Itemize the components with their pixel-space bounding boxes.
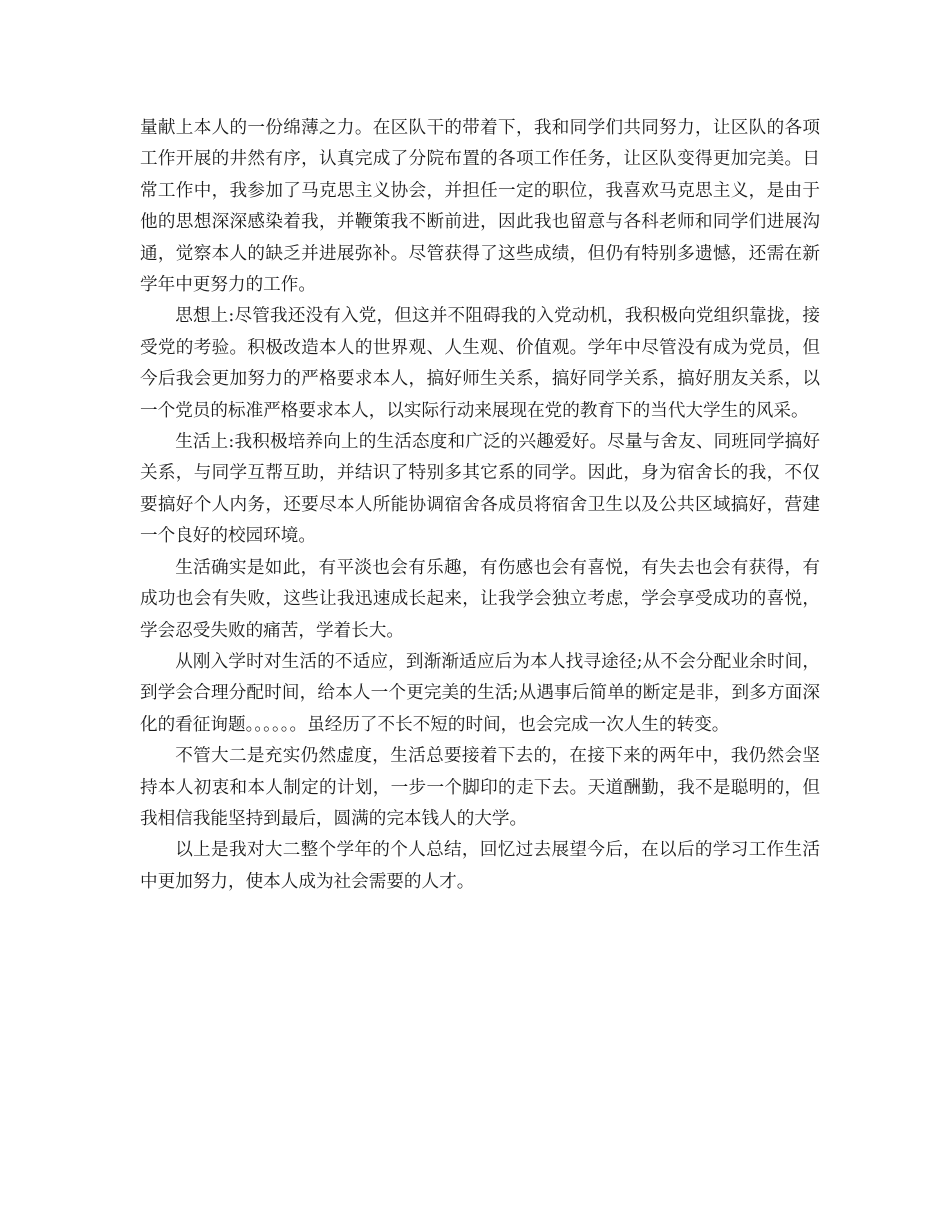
paragraph-adaptation: 从刚入学时对生活的不适应，到渐渐适应后为本人找寻途径;从不会分配业余时间，到学会合理分配时间，给本人一个更完美的生活;从遇事后简单的断定是非，到多方面深化的看征询题。。。。。。虽经历了不长不短的时间，也会完成一次人生的转变。 xyxy=(140,651,820,735)
document-body xyxy=(140,113,820,898)
paragraph-conclusion: 以上是我对大二整个学年的个人总结，回忆过去展望今后，在以后的学习工作生活中更加努力，使本人成为社会需要的人才。 xyxy=(140,840,820,892)
paragraph-life: 生活上:我积极培养向上的生活态度和广泛的兴趣爱好。尽量与舍友、同班同学搞好关系，与同学互帮互助，并结识了特别多其它系的同学。因此，身为宿舍长的我，不仅要搞好个人内务，还要尽本人所能协调宿舍各成员将宿舍卫生以及公共区域搞好，营建一个良好的校园环境。 xyxy=(140,432,820,547)
paragraph-continuation: 量献上本人的一份绵薄之力。在区队干的带着下，我和同学们共同努力，让区队的各项工作开展的井然有序，认真完成了分院布置的各项工作任务，让区队变得更加完美。日常工作中，我参加了马克思主义协会，并担任一定的职位，我喜欢马克思主义，是由于他的思想深深感染着我，并鞭策我不断前进，因此我也留意与各科老师和同学们进展沟通，觉察本人的缺乏并进展弥补。尽管获得了这些成绩，但仍有特别多遗憾，还需在新学年中更努力的工作。 xyxy=(140,118,820,296)
paragraph-plan: 不管大二是充实仍然虚度，生活总要接着下去的，在接下来的两年中，我仍然会坚持本人初衷和本人制定的计划，一步一个脚印的走下去。天道酬勤，我不是聪明的，但我相信我能坚持到最后，圆满的完本钱人的大学。 xyxy=(140,746,820,829)
paragraph-life-reflection: 生活确实是如此，有平淡也会有乐趣，有伤感也会有喜悦，有失去也会有获得，有成功也会有失败，这些让我迅速成长起来，让我学会独立考虑，学会享受成功的喜悦，学会忍受失败的痛苦，学着长大。 xyxy=(140,557,820,641)
paragraph-thought: 思想上:尽管我还没有入党，但这并不阻碍我的入党动机，我积极向党组织靠拢，接受党的考验。积极改造本人的世界观、人生观、价值观。学年中尽管没有成为党员，但今后我会更加努力的严格要求本人，搞好师生关系，搞好同学关系，搞好朋友关系，以一个党员的标准严格要求本人，以实际行动来展现在党的教育下的当代大学生的风采。 xyxy=(140,306,820,421)
